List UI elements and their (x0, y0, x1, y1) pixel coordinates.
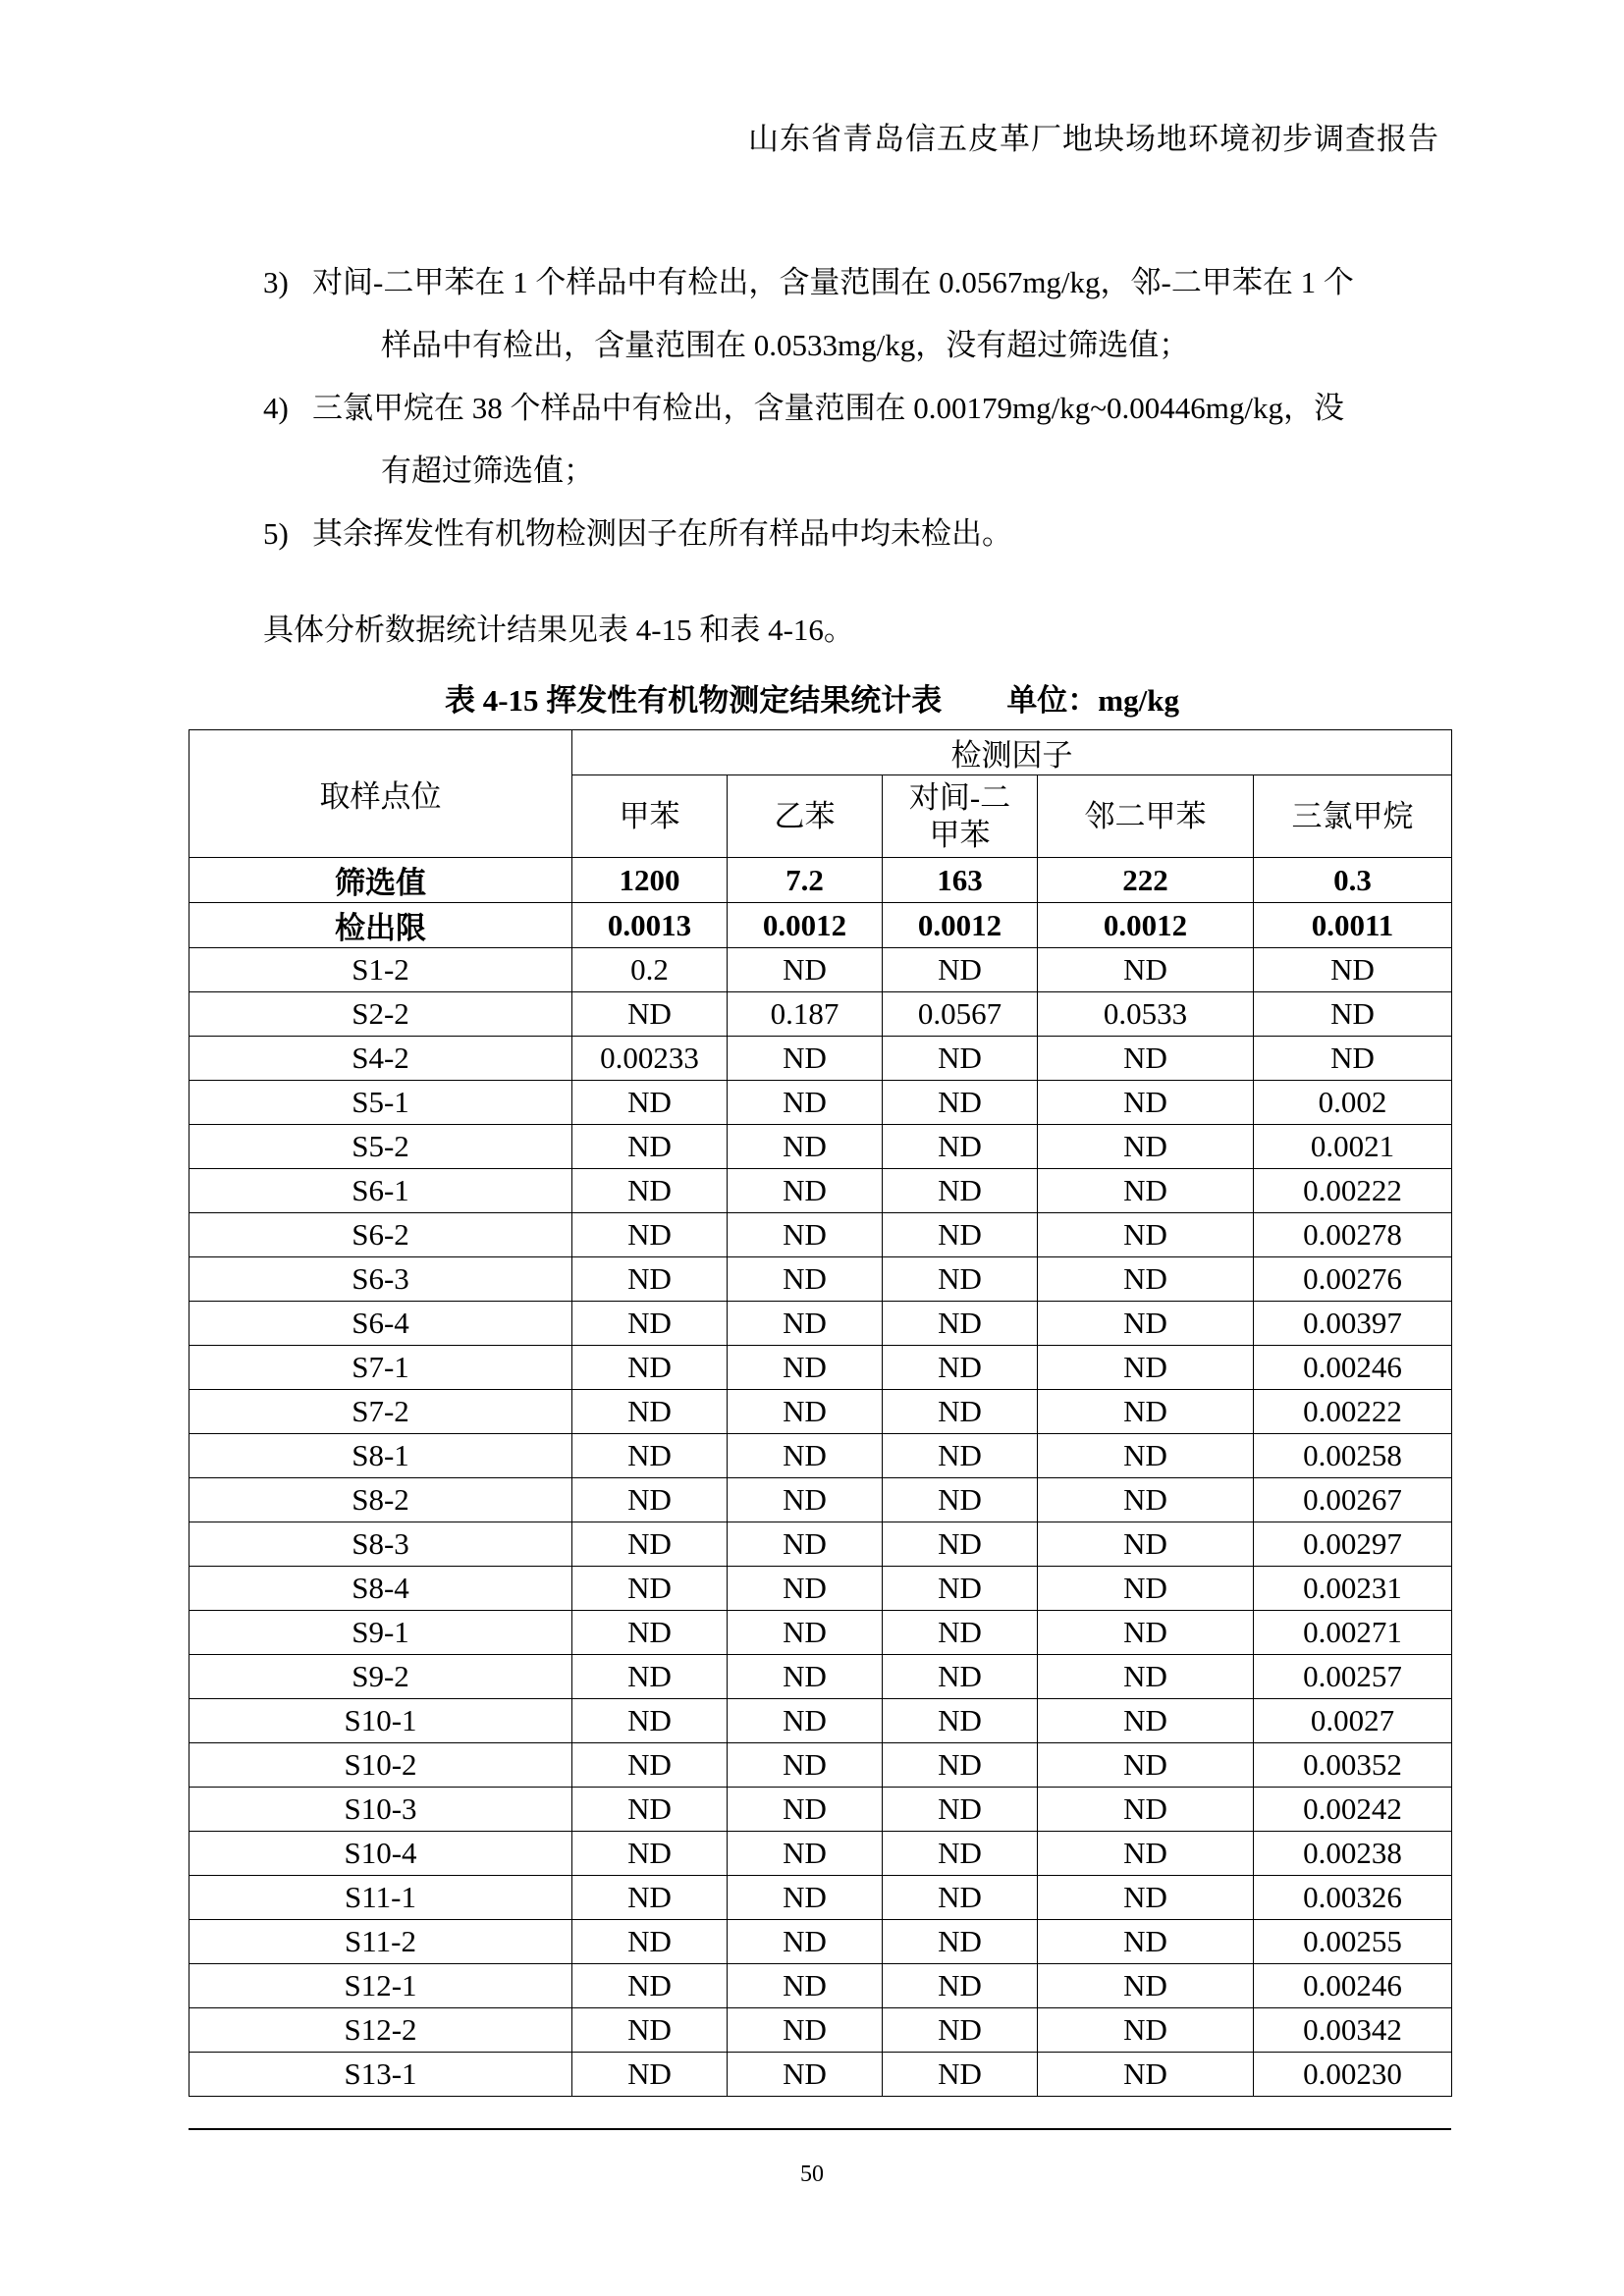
cell: ND (572, 1743, 728, 1788)
cell: ND (883, 1257, 1038, 1302)
cell: ND (728, 1390, 883, 1434)
cell: ND (572, 1522, 728, 1567)
cell: ND (1038, 1346, 1254, 1390)
list-number: 5) (263, 516, 289, 551)
cell: ND (728, 1876, 883, 1920)
cell: ND (883, 1302, 1038, 1346)
cell: ND (1038, 1169, 1254, 1213)
cell: ND (883, 1964, 1038, 2008)
sample-id: S6-1 (189, 1169, 572, 1213)
cell: ND (1038, 1037, 1254, 1081)
sample-id: S7-2 (189, 1390, 572, 1434)
cell: ND (883, 1522, 1038, 1567)
cell: ND (572, 1302, 728, 1346)
cell: ND (572, 2053, 728, 2097)
cell: ND (572, 1081, 728, 1125)
table-row (189, 1876, 1452, 1920)
cell: ND (883, 1169, 1038, 1213)
cell: ND (728, 1257, 883, 1302)
cell: ND (1038, 948, 1254, 992)
cell: ND (572, 1655, 728, 1699)
cell: ND (1038, 1743, 1254, 1788)
cell: ND (728, 1522, 883, 1567)
cell: 0.00326 (1254, 1876, 1452, 1920)
cell: 0.2 (572, 948, 728, 992)
cell: 0.3 (1254, 858, 1452, 903)
cell: 0.00297 (1254, 1522, 1452, 1567)
cell: 0.0012 (728, 903, 883, 948)
cell: ND (728, 2053, 883, 2097)
table-row (189, 1081, 1452, 1125)
summary-text: 具体分析数据统计结果见表 4-15 和表 4-16。 (263, 613, 854, 647)
cell: ND (572, 1920, 728, 1964)
cell: ND (728, 1611, 883, 1655)
table-row (189, 1655, 1452, 1699)
cell: 0.0013 (572, 903, 728, 948)
cell: 0.00352 (1254, 1743, 1452, 1788)
cell: 0.00246 (1254, 1964, 1452, 2008)
cell: ND (883, 1390, 1038, 1434)
sample-id: S10-1 (189, 1699, 572, 1743)
cell: ND (728, 1567, 883, 1611)
cell: ND (883, 1081, 1038, 1125)
cell: ND (572, 1125, 728, 1169)
cell: ND (1254, 992, 1452, 1037)
cell: 0.0533 (1038, 992, 1254, 1037)
cell: ND (1038, 2008, 1254, 2053)
cell: ND (572, 1699, 728, 1743)
cell: ND (572, 1964, 728, 2008)
table-row (189, 1920, 1452, 1964)
table-row (189, 1257, 1452, 1302)
page-number: 50 (800, 2162, 824, 2187)
sample-id: S8-3 (189, 1522, 572, 1567)
row-label: 筛选值 (189, 858, 572, 903)
cell: 0.0021 (1254, 1125, 1452, 1169)
result-list (263, 251, 1441, 565)
cell: ND (883, 1434, 1038, 1478)
cell: 7.2 (728, 858, 883, 903)
cell: ND (728, 1699, 883, 1743)
cell: ND (572, 992, 728, 1037)
cell: ND (1038, 1876, 1254, 1920)
cell: ND (572, 1788, 728, 1832)
table-row (189, 2053, 1452, 2097)
table-row (189, 948, 1452, 992)
row-label: 检出限 (189, 903, 572, 948)
list-number: 4) (263, 391, 289, 425)
cell: ND (883, 1037, 1038, 1081)
sample-id: S2-2 (189, 992, 572, 1037)
cell: ND (572, 1478, 728, 1522)
cell: 0.00233 (572, 1037, 728, 1081)
sample-id: S6-2 (189, 1213, 572, 1257)
column-header: 乙苯 (728, 775, 883, 858)
table-row (189, 1611, 1452, 1655)
sample-id: S13-1 (189, 2053, 572, 2097)
sample-id: S10-4 (189, 1832, 572, 1876)
sample-id: S10-3 (189, 1788, 572, 1832)
cell: 0.00255 (1254, 1920, 1452, 1964)
page-header: 山东省青岛信五皮革厂地块场地环境初步调查报告 (748, 122, 1439, 156)
cell: 163 (883, 858, 1038, 903)
table-row (189, 1478, 1452, 1522)
cell: ND (1038, 1699, 1254, 1743)
list-item (263, 377, 1441, 503)
header-site: 取样点位 (189, 730, 572, 858)
cell: ND (883, 1832, 1038, 1876)
cell: ND (883, 1611, 1038, 1655)
cell: ND (1038, 1081, 1254, 1125)
sample-id: S12-2 (189, 2008, 572, 2053)
table-row (189, 1434, 1452, 1478)
cell: ND (1038, 1390, 1254, 1434)
cell: ND (728, 1655, 883, 1699)
list-line: 其余挥发性有机物检测因子在所有样品中均未检出。 (312, 516, 1012, 551)
cell: ND (883, 1743, 1038, 1788)
table-row (189, 1788, 1452, 1832)
cell: ND (883, 2053, 1038, 2097)
cell: 0.00397 (1254, 1302, 1452, 1346)
cell: ND (1038, 1920, 1254, 1964)
cell: ND (883, 1567, 1038, 1611)
cell: 0.00238 (1254, 1832, 1452, 1876)
cell: ND (1038, 1434, 1254, 1478)
sample-id: S8-1 (189, 1434, 572, 1478)
table-row (189, 1346, 1452, 1390)
cell: 0.00276 (1254, 1257, 1452, 1302)
cell: 0.00267 (1254, 1478, 1452, 1522)
cell: ND (1038, 1611, 1254, 1655)
sample-id: S9-2 (189, 1655, 572, 1699)
cell: ND (572, 1876, 728, 1920)
table-row (189, 1213, 1452, 1257)
table-row (189, 992, 1452, 1037)
cell: ND (728, 1832, 883, 1876)
cell: ND (883, 1346, 1038, 1390)
cell: ND (883, 1788, 1038, 1832)
sample-id: S9-1 (189, 1611, 572, 1655)
sample-id: S10-2 (189, 1743, 572, 1788)
cell: ND (728, 1037, 883, 1081)
results-table (189, 729, 1452, 2097)
cell: 0.00257 (1254, 1655, 1452, 1699)
sample-id: S6-4 (189, 1302, 572, 1346)
sample-id: S6-3 (189, 1257, 572, 1302)
cell: ND (883, 1920, 1038, 1964)
cell: ND (1038, 1832, 1254, 1876)
cell: ND (728, 1169, 883, 1213)
cell: ND (1038, 1302, 1254, 1346)
cell: ND (728, 1125, 883, 1169)
cell: ND (572, 1257, 728, 1302)
cell: ND (728, 1920, 883, 1964)
table-row (189, 1699, 1452, 1743)
cell: 0.00242 (1254, 1788, 1452, 1832)
table-row (189, 1832, 1452, 1876)
cell: 0.0012 (1038, 903, 1254, 948)
table-caption (0, 675, 1624, 720)
cell: ND (1038, 1788, 1254, 1832)
table-row (189, 1964, 1452, 2008)
cell: ND (572, 1390, 728, 1434)
list-line: 对间-二甲苯在 1 个样品中有检出，含量范围在 0.0567mg/kg，邻-二甲苯在 1 个 (312, 265, 1354, 299)
cell: ND (1038, 1522, 1254, 1567)
cell: 0.00342 (1254, 2008, 1452, 2053)
cell: ND (883, 1478, 1038, 1522)
cell: ND (883, 1655, 1038, 1699)
list-item (263, 251, 1441, 377)
table-row (189, 1522, 1452, 1567)
screening-row (189, 858, 1452, 903)
table-row (189, 1125, 1452, 1169)
header-group: 检测因子 (572, 730, 1452, 775)
cell: ND (1038, 1125, 1254, 1169)
cell: ND (572, 1611, 728, 1655)
cell: 222 (1038, 858, 1254, 903)
sample-id: S11-2 (189, 1920, 572, 1964)
table-row (189, 1743, 1452, 1788)
cell: 0.002 (1254, 1081, 1452, 1125)
sample-id: S5-1 (189, 1081, 572, 1125)
cell: 0.187 (728, 992, 883, 1037)
cell: ND (572, 1213, 728, 1257)
cell: ND (1038, 2053, 1254, 2097)
table-row (189, 1390, 1452, 1434)
sample-id: S12-1 (189, 1964, 572, 2008)
table-row (189, 2008, 1452, 2053)
cell: ND (728, 1434, 883, 1478)
cell: ND (728, 1788, 883, 1832)
cell: 0.00222 (1254, 1169, 1452, 1213)
list-line: 样品中有检出，含量范围在 0.0533mg/kg，没有超过筛选值； (381, 328, 1190, 362)
cell: ND (572, 2008, 728, 2053)
footer-rule (189, 2128, 1451, 2130)
cell: ND (572, 1346, 728, 1390)
cell: ND (1038, 1655, 1254, 1699)
cell: ND (1038, 1478, 1254, 1522)
sample-id: S4-2 (189, 1037, 572, 1081)
table-row (189, 1169, 1452, 1213)
cell: ND (1038, 1213, 1254, 1257)
column-header: 邻二甲苯 (1038, 775, 1254, 858)
cell: 0.0011 (1254, 903, 1452, 948)
cell: ND (883, 1213, 1038, 1257)
cell: ND (728, 1964, 883, 2008)
cell: ND (883, 1125, 1038, 1169)
table-row (189, 1567, 1452, 1611)
cell: ND (1254, 1037, 1452, 1081)
cell: 0.0012 (883, 903, 1038, 948)
cell: 0.00278 (1254, 1213, 1452, 1257)
sample-id: S8-4 (189, 1567, 572, 1611)
cell: ND (572, 1567, 728, 1611)
caption-title: 表 4-15 挥发性有机物测定结果统计表 (444, 683, 943, 718)
sample-id: S11-1 (189, 1876, 572, 1920)
list-number: 3) (263, 265, 289, 299)
column-header: 对间-二 甲苯 (883, 775, 1038, 858)
cell: ND (572, 1434, 728, 1478)
table-row (189, 1037, 1452, 1081)
cell: ND (728, 1346, 883, 1390)
sample-id: S5-2 (189, 1125, 572, 1169)
cell: 0.00230 (1254, 2053, 1452, 2097)
cell: ND (883, 948, 1038, 992)
cell: ND (728, 1081, 883, 1125)
cell: ND (1038, 1964, 1254, 2008)
cell: ND (1254, 948, 1452, 992)
cell: ND (728, 1302, 883, 1346)
table-body (189, 858, 1452, 2097)
cell: 0.00222 (1254, 1390, 1452, 1434)
detection-limit-row (189, 903, 1452, 948)
cell: ND (572, 1832, 728, 1876)
cell: ND (728, 1478, 883, 1522)
cell: ND (1038, 1257, 1254, 1302)
cell: ND (572, 1169, 728, 1213)
cell: ND (883, 1699, 1038, 1743)
cell: 1200 (572, 858, 728, 903)
cell: 0.00271 (1254, 1611, 1452, 1655)
sample-id: S8-2 (189, 1478, 572, 1522)
cell: ND (1038, 1567, 1254, 1611)
list-line: 三氯甲烷在 38 个样品中有检出，含量范围在 0.00179mg/kg~0.00446mg/kg，没 (312, 391, 1344, 425)
cell: 0.00246 (1254, 1346, 1452, 1390)
table-row (189, 1302, 1452, 1346)
cell: ND (728, 1743, 883, 1788)
list-line: 有超过筛选值； (381, 454, 594, 488)
caption-unit: 单位：mg/kg (1006, 683, 1179, 718)
cell: ND (728, 1213, 883, 1257)
sample-id: S7-1 (189, 1346, 572, 1390)
cell: ND (728, 2008, 883, 2053)
cell: 0.00231 (1254, 1567, 1452, 1611)
cell: ND (883, 2008, 1038, 2053)
cell: 0.0567 (883, 992, 1038, 1037)
cell: 0.0027 (1254, 1699, 1452, 1743)
cell: ND (883, 1876, 1038, 1920)
column-header: 甲苯 (572, 775, 728, 858)
column-header: 三氯甲烷 (1254, 775, 1452, 858)
sample-id: S1-2 (189, 948, 572, 992)
cell: ND (728, 948, 883, 992)
list-item (263, 503, 1441, 565)
cell: 0.00258 (1254, 1434, 1452, 1478)
